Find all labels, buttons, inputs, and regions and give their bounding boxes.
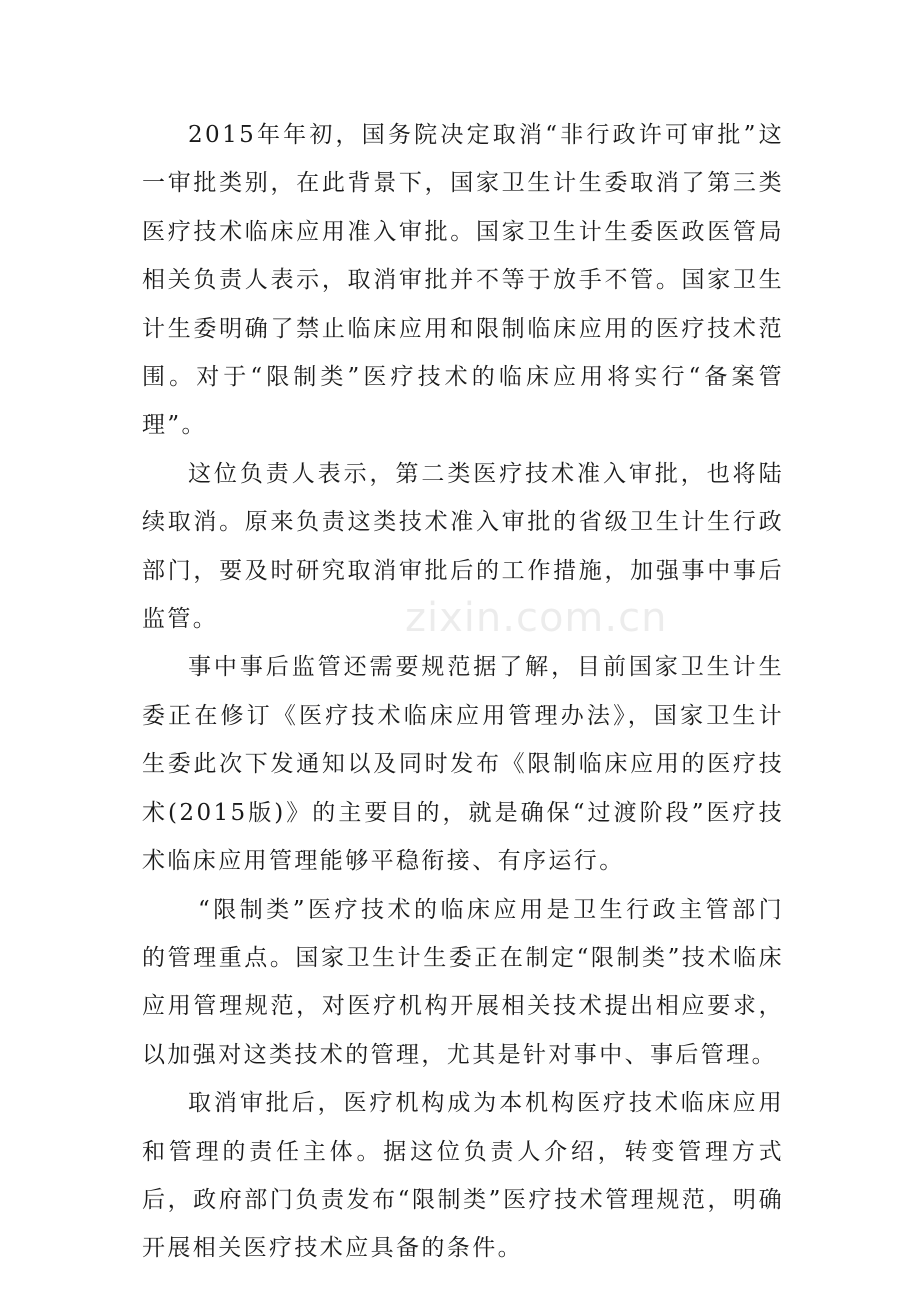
document-body <box>142 111 784 1273</box>
paragraph-2: 这位负责人表示，第二类医疗技术准入审批，也将陆续取消。原来负责这类技术准入审批的省级卫生计生行政部门，要及时研究取消审批后的工作措施，加强事中事后监管。 <box>142 460 784 633</box>
watermark-text: zixin.com.cn <box>405 595 668 641</box>
paragraph-1: 2015年年初，国务院决定取消“非行政许可审批”这一审批类别，在此背景下，国家卫生计生委取消了第三类医疗技术临床应用准入审批。国家卫生计生委医政医管局相关负责人表示，取消审批并不等于放手不管。国家卫生计生委明确了禁止临床应用和限制临床应用的医疗技术范围。对于“限制类”医疗技术的临床应用将实行“备案管理”。 <box>142 122 784 439</box>
paragraph-5: 取消审批后，医疗机构成为本机构医疗技术临床应用和管理的责任主体。据这位负责人介绍，转变管理方式后，政府部门负责发布“限制类”医疗技术管理规范，明确开展相关医疗技术应具备的条件。 <box>142 1090 784 1262</box>
paragraph-4: “限制类”医疗技术的临床应用是卫生行政主管部门的管理重点。国家卫生计生委正在制定“限制类”技术临床应用管理规范，对医疗机构开展相关技术提出相应要求，以加强对这类技术的管理，尤其是针对事中、事后管理。 <box>142 896 784 1068</box>
paragraph-3: 事中事后监管还需要规范据了解，目前国家卫生计生委正在修订《医疗技术临床应用管理办法》，国家卫生计生委此次下发通知以及同时发布《限制临床应用的医疗技术(2015版)》的主要目的，就是确保“过渡阶段”医疗技术临床应用管理能够平稳衔接、有序运行。 <box>142 654 784 875</box>
